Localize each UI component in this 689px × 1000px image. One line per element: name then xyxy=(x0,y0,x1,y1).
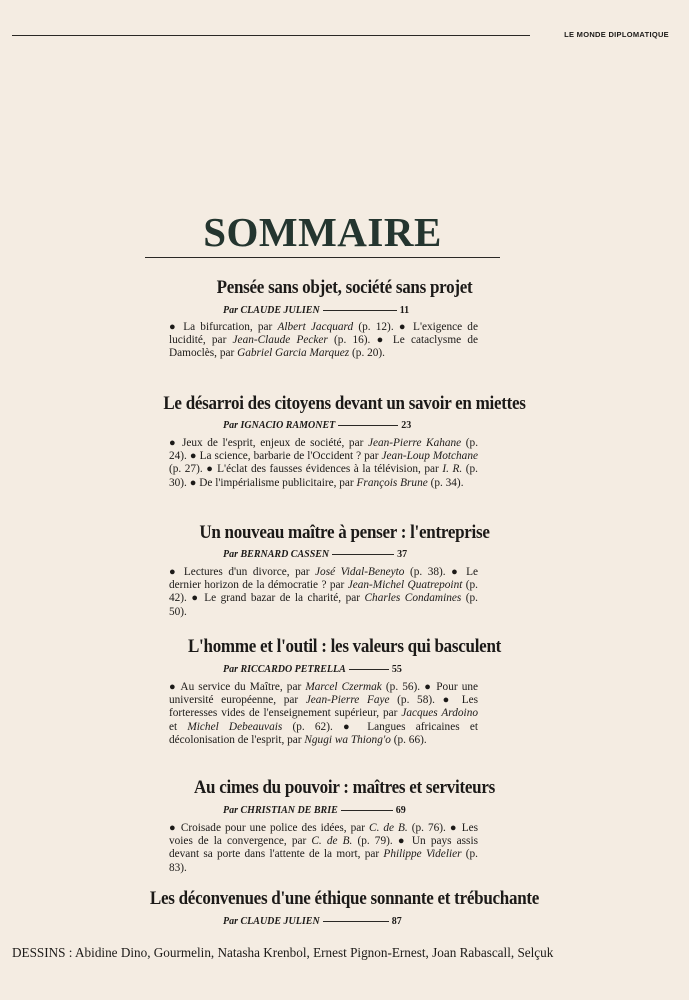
section-heading: Pensée sans objet, société sans projet xyxy=(216,278,473,298)
article-author: Michel Debeauvais xyxy=(187,720,283,733)
byline-page: 55 xyxy=(391,664,402,675)
bullet-icon: ● xyxy=(169,321,179,333)
bullet-icon: ● xyxy=(376,334,387,347)
bullet-icon: ● xyxy=(206,463,214,476)
article-author: Gabriel Garcia Marquez xyxy=(237,347,350,360)
article-author: Jean-Pierre Kahane xyxy=(367,437,462,449)
illustrations-credits xyxy=(12,945,677,961)
leader-line xyxy=(332,554,394,555)
section-2 xyxy=(0,393,689,415)
article-title: La science, barbarie de l'Occident ? par xyxy=(199,450,382,463)
bullet-icon: ● xyxy=(397,835,407,848)
byline-author: IGNACIO RAMONET xyxy=(240,420,336,431)
byline-prefix: Par xyxy=(223,420,241,431)
article-page: (p. 62). xyxy=(282,720,333,733)
section-6 xyxy=(0,888,689,910)
section-byline xyxy=(223,805,463,817)
article-title: Le grand bazar de la charité, par xyxy=(204,592,365,605)
article-author: Albert Jacquard xyxy=(277,321,354,333)
article-item[interactable] xyxy=(169,592,478,617)
article-page: (p. 27). xyxy=(169,463,203,476)
article-page: (p. 16). xyxy=(327,334,371,347)
article-title: Les forteresses vides de l'enseignement supérieur, par xyxy=(169,694,478,720)
article-author: Jean-Michel Quatrepoint xyxy=(347,579,463,592)
article-author: François Brune xyxy=(356,476,428,489)
article-title: Le dernier horizon de la démocratie ? par xyxy=(169,566,478,592)
article-author: Charles Condamines xyxy=(364,592,462,605)
byline-prefix: Par xyxy=(223,664,241,675)
article-title: L'éclat des fausses évidences à la télévision, par xyxy=(217,463,443,476)
leader-line xyxy=(338,425,398,426)
article-title: Pour une université européenne, par xyxy=(169,681,479,707)
section-heading: Les déconvenues d'une éthique sonnante et trébuchante xyxy=(149,889,540,909)
publication-name: LE MONDE DIPLOMATIQUE xyxy=(564,30,669,39)
article-page: (p. 24). xyxy=(169,437,479,463)
article-joiner: et xyxy=(169,720,188,733)
byline-author: CLAUDE JULIEN xyxy=(240,916,320,927)
bullet-icon: ● xyxy=(169,681,177,693)
bullet-icon: ● xyxy=(424,681,433,693)
byline-prefix: Par xyxy=(223,305,241,316)
byline-prefix: Par xyxy=(223,916,241,927)
article-page: (p. 66). xyxy=(390,733,427,746)
article-page: (p. 34). xyxy=(427,476,464,489)
byline-page: 69 xyxy=(395,805,406,816)
article-title: Jeux de l'esprit, enjeux de société, par xyxy=(182,437,368,449)
article-item[interactable] xyxy=(169,566,446,578)
byline-author: BERNARD CASSEN xyxy=(240,549,330,560)
section-byline xyxy=(223,549,463,561)
bullet-icon: ● xyxy=(169,437,178,449)
dessins-label: DESSINS : xyxy=(12,945,76,960)
article-item[interactable] xyxy=(169,321,394,333)
byline-page: 11 xyxy=(399,305,410,316)
bullet-icon: ● xyxy=(169,566,179,578)
section-byline xyxy=(223,305,463,317)
section-articles xyxy=(169,437,478,490)
bullet-icon: ● xyxy=(191,592,200,605)
bullet-icon: ● xyxy=(189,450,197,463)
article-title: Les voies de la convergence, par xyxy=(169,822,478,848)
byline-author: RICCARDO PETRELLA xyxy=(240,664,346,675)
bullet-icon: ● xyxy=(451,566,461,578)
bullet-icon: ● xyxy=(449,822,458,834)
byline-page: 23 xyxy=(401,420,412,431)
leader-line xyxy=(323,310,397,311)
article-page: (p. 56). xyxy=(381,681,421,693)
article-title: Le cataclysme de Damoclès, par xyxy=(169,334,478,360)
article-author: Jean-Loup Motchane xyxy=(381,450,478,463)
article-title: Croisade pour une police des idées, par xyxy=(180,822,370,834)
article-author: C. de B. xyxy=(369,822,408,834)
article-title: L'exigence de lucidité, par xyxy=(169,321,478,347)
byline-page: 87 xyxy=(391,916,402,927)
section-articles xyxy=(169,681,478,747)
dessins-artists: Abidine Dino, Gourmelin, Natasha Krenbol, Ernest Pignon-Ernest, Joan Rabascall, Selçuk xyxy=(75,945,554,960)
article-page: (p. 50). xyxy=(169,592,479,618)
bullet-icon: ● xyxy=(189,476,197,489)
article-title: Au service du Maître, par xyxy=(180,681,306,693)
bullet-icon: ● xyxy=(442,694,455,707)
leader-line xyxy=(341,810,393,811)
section-3 xyxy=(0,522,689,544)
article-title: Un pays assis devant sa porte dans l'attente de la mort, par xyxy=(169,835,478,861)
section-5 xyxy=(0,777,689,799)
article-item[interactable] xyxy=(169,681,420,693)
article-title: La bifurcation, par xyxy=(183,321,278,333)
article-title: Langues africaines et décolonisation de l'esprit, par xyxy=(169,720,478,746)
section-byline xyxy=(223,664,463,676)
section-articles xyxy=(169,321,478,361)
article-author: Marcel Czermak xyxy=(305,681,382,693)
section-articles xyxy=(169,822,478,875)
section-heading: L'homme et l'outil : les valeurs qui basculent xyxy=(187,637,502,657)
article-page: (p. 83). xyxy=(169,848,479,874)
section-1 xyxy=(0,277,689,299)
article-author: Philippe Videlier xyxy=(383,848,462,861)
article-title: De l'impérialisme publicitaire, par xyxy=(199,476,357,489)
article-item[interactable] xyxy=(169,822,446,834)
title-rule xyxy=(145,257,500,258)
article-page: (p. 79). xyxy=(352,835,393,848)
section-heading: Au cimes du pouvoir : maîtres et serviteurs xyxy=(194,778,495,798)
byline-prefix: Par xyxy=(223,805,241,816)
article-title: Lectures d'un divorce, par xyxy=(183,566,316,578)
article-author: José Vidal-Beneyto xyxy=(315,566,405,578)
article-author: C. de B. xyxy=(311,835,353,848)
byline-author: CLAUDE JULIEN xyxy=(240,305,320,316)
article-item[interactable] xyxy=(190,477,464,489)
bullet-icon: ● xyxy=(169,822,177,834)
article-page: (p. 20). xyxy=(349,347,385,360)
leader-line xyxy=(323,921,389,922)
article-page: (p. 30). xyxy=(169,463,478,489)
page-title: SOMMAIRE xyxy=(203,209,442,255)
leader-line xyxy=(349,669,389,670)
section-heading: Le désarroi des citoyens devant un savoir en miettes xyxy=(163,394,526,414)
article-page: (p. 38). xyxy=(404,566,446,578)
header-rule xyxy=(12,35,530,36)
article-page: (p. 58). xyxy=(389,694,435,707)
section-articles xyxy=(169,566,478,619)
section-heading: Un nouveau maître à penser : l'entreprise xyxy=(199,523,490,543)
section-4 xyxy=(0,636,689,658)
article-author: Ngugi wa Thiong'o xyxy=(304,733,391,746)
byline-author: CHRISTIAN DE BRIE xyxy=(240,805,338,816)
article-author: I. R. xyxy=(442,463,463,476)
byline-page: 37 xyxy=(397,549,408,560)
article-author: Jean-Pierre Faye xyxy=(305,694,390,707)
bullet-icon: ● xyxy=(398,321,408,333)
article-author: Jacques Ardoino xyxy=(401,707,478,720)
section-byline xyxy=(223,916,463,928)
article-page: (p. 42). xyxy=(169,579,478,605)
bullet-icon: ● xyxy=(343,720,358,733)
article-author: Jean-Claude Pecker xyxy=(232,334,328,347)
page-header xyxy=(12,30,677,42)
article-page: (p. 76). xyxy=(407,822,446,834)
byline-prefix: Par xyxy=(223,549,241,560)
article-page: (p. 12). xyxy=(353,321,394,333)
section-byline xyxy=(223,420,463,432)
